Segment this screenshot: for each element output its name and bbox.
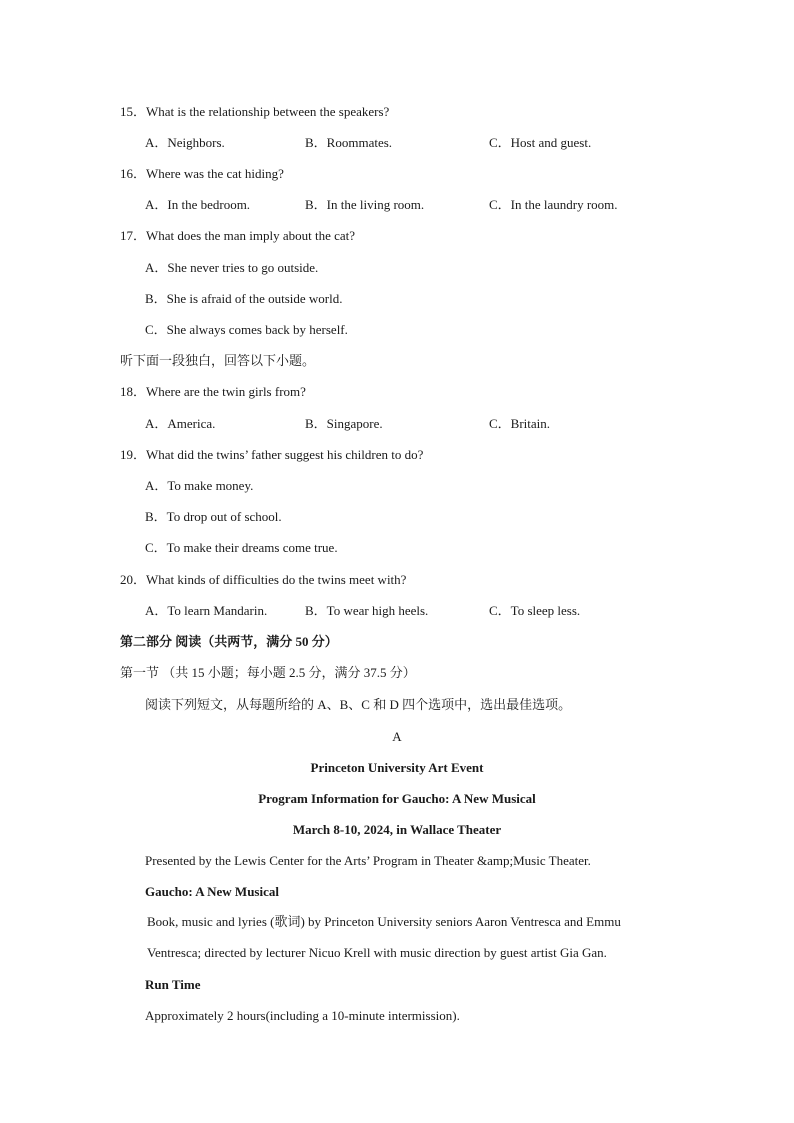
section-heading-gaucho: Gaucho: A New Musical (145, 884, 279, 899)
question-20-option-c: C．To sleep less. (489, 603, 581, 618)
passage-subtitle: Program Information for Gaucho: A New Musical (258, 791, 536, 806)
question-19-stem: 19．What did the twins’ father suggest his children to do? (120, 447, 424, 462)
question-19-option-c: C．To make their dreams come true. (145, 540, 338, 555)
part2-title: 第二部分 阅读（共两节，满分 50 分） (120, 634, 338, 649)
passage-title: Princeton University Art Event (310, 760, 484, 775)
question-15-option-a: A．Neighbors. (145, 135, 225, 150)
runtime-text: Approximately 2 hours(including a 10-minute intermission). (145, 1008, 460, 1023)
question-18-option-b: B．Singapore. (305, 416, 383, 431)
question-20-stem: 20．What kinds of difficulties do the twins meet with? (120, 572, 407, 587)
question-19-option-a: A．To make money. (145, 478, 254, 493)
section1-title: 第一节 （共 15 小题；每小题 2.5 分，满分 37.5 分） (120, 665, 416, 680)
question-20-option-a: A．To learn Mandarin. (145, 603, 268, 618)
question-16-stem: 16．Where was the cat hiding? (120, 166, 284, 181)
question-16-option-a: A．In the bedroom. (145, 197, 251, 212)
question-18-option-a: A．America. (145, 416, 216, 431)
question-17-option-c: C．She always comes back by herself. (145, 322, 348, 337)
passage-label: A (392, 729, 402, 744)
question-15-option-b: B．Roommates. (305, 135, 393, 150)
question-17-stem: 17．What does the man imply about the cat? (120, 228, 356, 243)
question-15-option-c: C．Host and guest. (489, 135, 592, 150)
question-18-option-c: C．Britain. (489, 416, 551, 431)
paragraph-credits-text: Book, music and lyries (歌词) by Princeton University seniors Aaron Ventresca and Emmu Ventresca; directed by lecturer Nicuo Krell with music direction by guest artist Gia Gan. (147, 914, 621, 960)
monologue-instruction: 听下面一段独白，回答以下小题。 (120, 353, 316, 368)
paragraph-credits (120, 906, 676, 968)
question-17-option-b: B．She is afraid of the outside world. (145, 291, 343, 306)
passage-dates: March 8-10, 2024, in Wallace Theater (292, 822, 502, 837)
question-17-option-a: A．She never tries to go outside. (145, 260, 319, 275)
question-20-option-b: B．To wear high heels. (305, 603, 429, 618)
question-15-stem: 15．What is the relationship between the speakers? (120, 104, 390, 119)
question-16-option-b: B．In the living room. (305, 197, 425, 212)
question-19-option-b: B．To drop out of school. (145, 509, 282, 524)
question-18-stem: 18．Where are the twin girls from? (120, 384, 306, 399)
reading-instruction: 阅读下列短文，从每题所给的 A、B、C 和 D 四个选项中，选出最佳选项。 (145, 697, 572, 712)
question-16-option-c: C．In the laundry room. (489, 197, 618, 212)
presented-by: Presented by the Lewis Center for the Arts’ Program in Theater &amp;Music Theater. (145, 853, 591, 868)
section-heading-runtime: Run Time (145, 977, 201, 992)
